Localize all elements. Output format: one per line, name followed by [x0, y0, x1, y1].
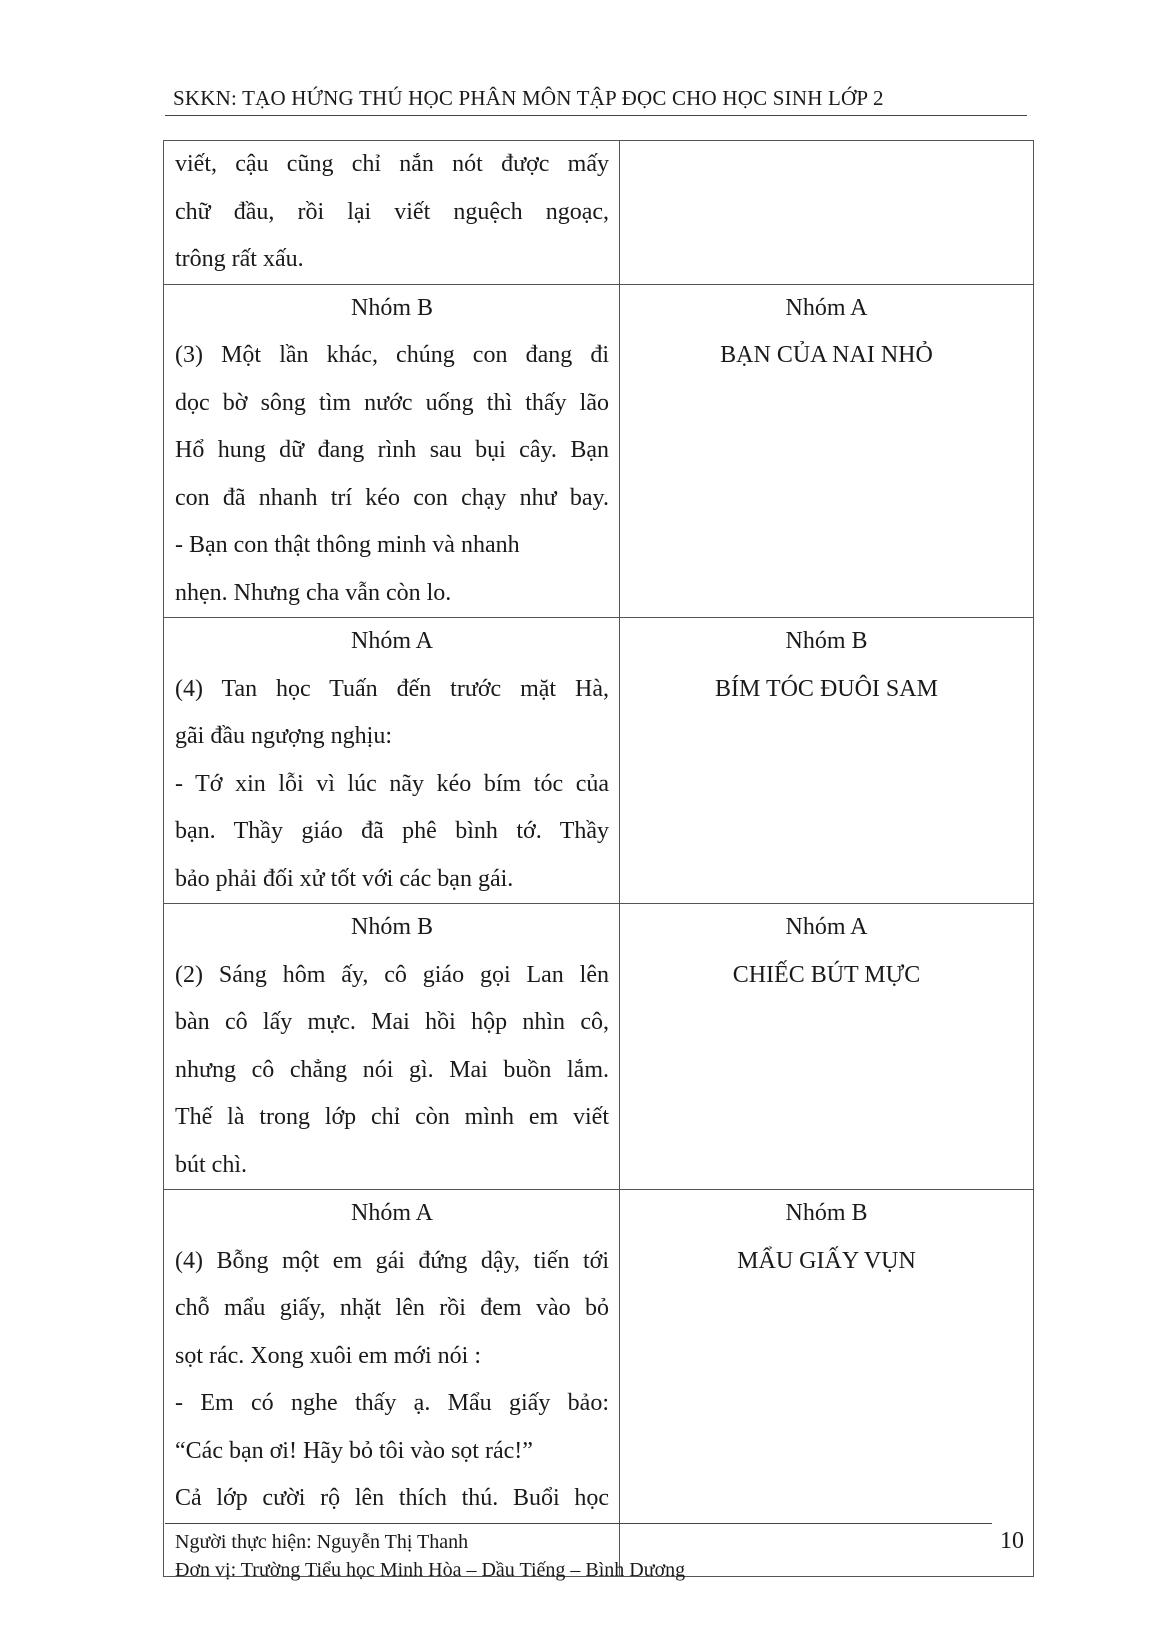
table-row — [164, 141, 1034, 285]
group-label: Nhóm A — [350, 628, 433, 654]
passage-line: sọt rác. Xong xuôi em mới nói : — [175, 1342, 481, 1369]
group-label: Nhóm B — [785, 1200, 868, 1226]
story-title: BẠN CỦA NAI NHỎ — [720, 342, 933, 368]
passage-line: Hổ hung dữ đang rình sau bụi cây. Bạn — [175, 437, 609, 463]
group-label: Nhóm B — [785, 628, 868, 654]
passage-line: nhưng cô chẳng nói gì. Mai buồn lắm. — [175, 1056, 609, 1083]
passage-line: viết, cậu cũng chỉ nắn nót được mấy — [175, 151, 609, 177]
title-cell — [620, 141, 1034, 285]
passage-line: (3) Một lần khác, chúng con đang đi — [175, 342, 609, 368]
header-divider — [165, 115, 1027, 116]
page-header-title: SKKN: TẠO HỨNG THÚ HỌC PHÂN MÔN TẬP ĐỌC CHO HỌC SINH LỚP 2 — [173, 86, 884, 110]
passage-line: gãi đầu ngượng nghịu: — [175, 723, 393, 749]
passage-cell — [164, 1190, 620, 1577]
passage-line: (4) Bỗng một em gái đứng dậy, tiến tới — [175, 1247, 609, 1274]
passage-line: nhẹn. Nhưng cha vẫn còn lo. — [175, 579, 452, 606]
title-cell — [620, 904, 1034, 1190]
title-cell — [620, 618, 1034, 904]
footer-divider — [165, 1523, 992, 1524]
passage-line: trông rất xấu. — [175, 246, 304, 272]
group-label: Nhóm A — [785, 914, 868, 940]
passage-cell — [164, 141, 620, 285]
passage-cell — [164, 618, 620, 904]
story-title: MẨU GIẤY VỤN — [737, 1247, 916, 1274]
footer-unit: Đơn vị: Trường Tiểu học Minh Hòa – Dầu Tiếng – Bình Dương — [175, 1559, 686, 1581]
group-label: Nhóm B — [350, 294, 433, 321]
story-matching-table — [163, 140, 1034, 1577]
passage-line: bạn. Thầy giáo đã phê bình tớ. Thầy — [175, 818, 609, 844]
group-label: Nhóm A — [350, 1200, 433, 1226]
passage-line: chữ đầu, rồi lại viết nguệch ngoạc, — [175, 198, 609, 225]
passage-cell — [164, 904, 620, 1190]
passage-line: - Em có nghe thấy ạ. Mẩu giấy bảo: — [175, 1390, 609, 1416]
group-label: Nhóm B — [350, 914, 433, 940]
passage-line: bảo phải đối xử tốt với các bạn gái. — [175, 865, 514, 892]
passage-line: - Tớ xin lỗi vì lúc nãy kéo bím tóc của — [175, 770, 609, 797]
story-title: CHIẾC BÚT MỰC — [732, 961, 921, 988]
passage-line: bàn cô lấy mực. Mai hồi hộp nhìn cô, — [175, 1009, 609, 1035]
table-row — [164, 904, 1034, 1190]
footer-author: Người thực hiện: Nguyễn Thị Thanh — [175, 1531, 469, 1553]
passage-line: - Bạn con thật thông minh và nhanh — [175, 532, 520, 558]
story-title: BÍM TÓC ĐUÔI SAM — [715, 675, 938, 702]
passage-line: (4) Tan học Tuấn đến trước mặt Hà, — [175, 675, 609, 702]
passage-line: “Các bạn ơi! Hãy bỏ tôi vào sọt rác!” — [175, 1437, 533, 1464]
table-row — [164, 1190, 1034, 1577]
title-cell — [620, 1190, 1034, 1577]
page-number: 10 — [1000, 1528, 1024, 1554]
passage-line: (2) Sáng hôm ấy, cô giáo gọi Lan lên — [175, 961, 609, 988]
group-label: Nhóm A — [785, 294, 868, 321]
passage-cell — [164, 284, 620, 618]
passage-line: chỗ mẩu giấy, nhặt lên rồi đem vào bỏ — [175, 1295, 609, 1321]
table-row — [164, 284, 1034, 618]
title-cell — [620, 284, 1034, 618]
passage-line: Thế là trong lớp chỉ còn mình em viết — [175, 1104, 609, 1130]
passage-line: Cả lớp cười rộ lên thích thú. Buổi học — [175, 1485, 609, 1511]
passage-line: con đã nhanh trí kéo con chạy như bay. — [175, 484, 609, 511]
passage-line: dọc bờ sông tìm nước uống thì thấy lão — [175, 389, 609, 416]
table-row — [164, 618, 1034, 904]
passage-line: bút chì. — [175, 1151, 247, 1178]
